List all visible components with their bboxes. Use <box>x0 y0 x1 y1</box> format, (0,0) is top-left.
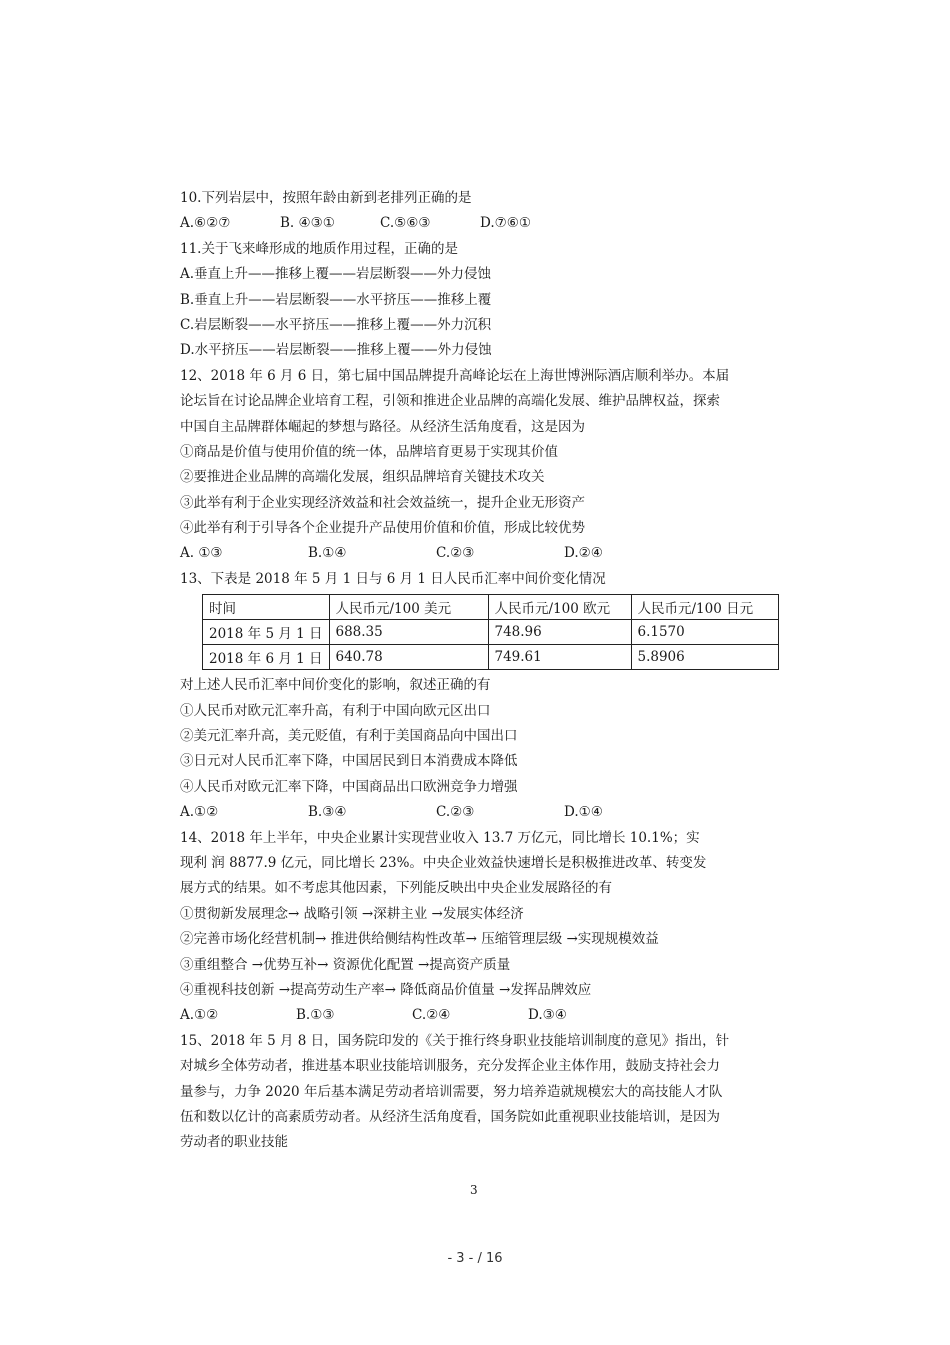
question-14-options <box>180 1003 790 1028</box>
question-11-stem: 11.关于飞来峰形成的地质作用过程，正确的是 <box>180 240 458 257</box>
question-13-stem: 13、下表是 2018 年 5 月 1 日与 6 月 1 日人民币汇率中间价变化情况 <box>180 570 606 587</box>
table-cell: 2018 年 6 月 1 日 <box>203 645 330 670</box>
option-a: A.①② <box>180 1007 219 1024</box>
option-d: D.⑦⑥① <box>480 215 531 232</box>
question-12-item: ①商品是价值与使用价值的统一体，品牌培育更易于实现其价值 <box>180 443 558 460</box>
table-header-cell: 人民币元/100 美元 <box>329 595 488 620</box>
question-10-options <box>180 211 790 236</box>
question-12-item: ④此举有利于引导各个企业提升产品使用价值和价值，形成比较优势 <box>180 520 585 537</box>
question-12-item: ②要推进企业品牌的高端化发展，组织品牌培育关键技术攻关 <box>180 469 545 486</box>
question-14-stem: 现利 润 8877.9 亿元，同比增长 23%。中央企业效益快速增长是积极推进改革、转变发 <box>180 854 707 871</box>
option-c: C.岩层断裂——水平挤压——推移上覆——外力沉积 <box>180 316 492 333</box>
question-10-stem: 10.下列岩层中，按照年龄由新到老排列正确的是 <box>180 190 472 206</box>
table-row <box>203 645 779 670</box>
table-header-cell: 人民币元/100 欧元 <box>488 595 631 620</box>
option-c: C.②③ <box>436 804 475 821</box>
option-b: B.③④ <box>308 804 347 821</box>
question-15-stem: 伍和数以亿计的高素质劳动者。从经济生活角度看，国务院如此重视职业技能培训，是因为 <box>180 1108 720 1125</box>
question-14-item: ①贯彻新发展理念→ 战略引领 →深耕主业 →发展实体经济 <box>180 905 524 922</box>
table-cell: 6.1570 <box>631 620 778 645</box>
option-a: A.垂直上升——推移上覆——岩层断裂——外力侵蚀 <box>180 266 492 283</box>
question-12-stem: 论坛旨在讨论品牌企业培育工程，引领和推进企业品牌的高端化发展、维护品牌权益，探索 <box>180 393 720 410</box>
option-c: C.⑤⑥③ <box>380 215 431 232</box>
option-d: D.①④ <box>564 804 603 821</box>
option-a: A. ①③ <box>180 545 223 562</box>
question-14-stem: 14、2018 年上半年，中央企业累计实现营业收入 13.7 万亿元，同比增长 10.1%；实 <box>180 829 700 846</box>
question-12-stem: 12、2018 年 6 月 6 日，第七届中国品牌提升高峰论坛在上海世博洲际酒店顺利举办。本届 <box>180 367 730 384</box>
option-b: B.①③ <box>296 1007 335 1024</box>
option-a: A.①② <box>180 804 219 821</box>
exchange-rate-table <box>202 594 779 670</box>
question-15-stem: 劳动者的职业技能 <box>180 1134 288 1151</box>
question-15-stem: 量参与，力争 2020 年后基本满足劳动者培训需要，努力培养造就规模宏大的高技能人才队 <box>180 1083 723 1100</box>
option-c: C.②③ <box>436 545 475 562</box>
option-c: C.②④ <box>412 1007 451 1024</box>
option-b: B. ④③① <box>280 215 335 232</box>
question-13-item: ①人民币对欧元汇率升高，有利于中国向欧元区出口 <box>180 702 491 719</box>
option-d: D.水平挤压——岩层断裂——推移上覆——外力侵蚀 <box>180 342 492 359</box>
question-13-item: ④人民币对欧元汇率下降，中国商品出口欧洲竞争力增强 <box>180 778 518 795</box>
question-14-stem: 展方式的结果。如不考虑其他因素，下列能反映出中央企业发展路径的有 <box>180 880 612 897</box>
option-b: B.①④ <box>308 545 347 562</box>
question-15-stem: 15、2018 年 5 月 8 日，国务院印发的《关于推行终身职业技能培训制度的意见》指出，针 <box>180 1032 730 1049</box>
question-15-stem: 对城乡全体劳动者，推进基本职业技能培训服务，充分发挥企业主体作用，鼓励支持社会力 <box>180 1058 720 1075</box>
table-cell: 688.35 <box>329 620 488 645</box>
option-a: A.⑥②⑦ <box>180 215 231 232</box>
question-13-options <box>180 800 790 825</box>
table-cell: 5.8906 <box>631 645 778 670</box>
table-header-row <box>203 595 779 620</box>
table-row <box>203 620 779 645</box>
option-d: D.③④ <box>528 1007 567 1024</box>
page-footer: - 3 - / 16 <box>447 1251 503 1266</box>
question-13-item: ②美元汇率升高，美元贬值，有利于美国商品向中国出口 <box>180 728 518 745</box>
question-13-item: ③日元对人民币汇率下降，中国居民到日本消费成本降低 <box>180 753 518 770</box>
table-header-cell: 人民币元/100 日元 <box>631 595 778 620</box>
question-14-item: ②完善市场化经营机制→ 推进供给侧结构性改革→ 压缩管理层级 →实现规模效益 <box>180 931 659 948</box>
option-b: B.垂直上升——岩层断裂——水平挤压——推移上覆 <box>180 291 492 308</box>
question-14-item: ④重视科技创新 →提高劳动生产率→ 降低商品价值量 →发挥品牌效应 <box>180 981 592 998</box>
table-cell: 748.96 <box>488 620 631 645</box>
page-number: 3 <box>470 1183 478 1197</box>
table-cell: 640.78 <box>329 645 488 670</box>
table-header-cell: 时间 <box>203 595 330 620</box>
table-cell: 749.61 <box>488 645 631 670</box>
question-12-item: ③此举有利于企业实现经济效益和社会效益统一，提升企业无形资产 <box>180 494 585 511</box>
option-d: D.②④ <box>564 545 603 562</box>
question-14-item: ③重组整合 →优势互补→ 资源优化配置 →提高资产质量 <box>180 956 511 973</box>
question-12-stem: 中国自主品牌群体崛起的梦想与路径。从经济生活角度看，这是因为 <box>180 418 585 435</box>
exam-content <box>180 186 790 1156</box>
table-cell: 2018 年 5 月 1 日 <box>203 620 330 645</box>
question-13-lead: 对上述人民币汇率中间价变化的影响，叙述正确的有 <box>180 677 491 694</box>
question-12-options <box>180 541 790 566</box>
